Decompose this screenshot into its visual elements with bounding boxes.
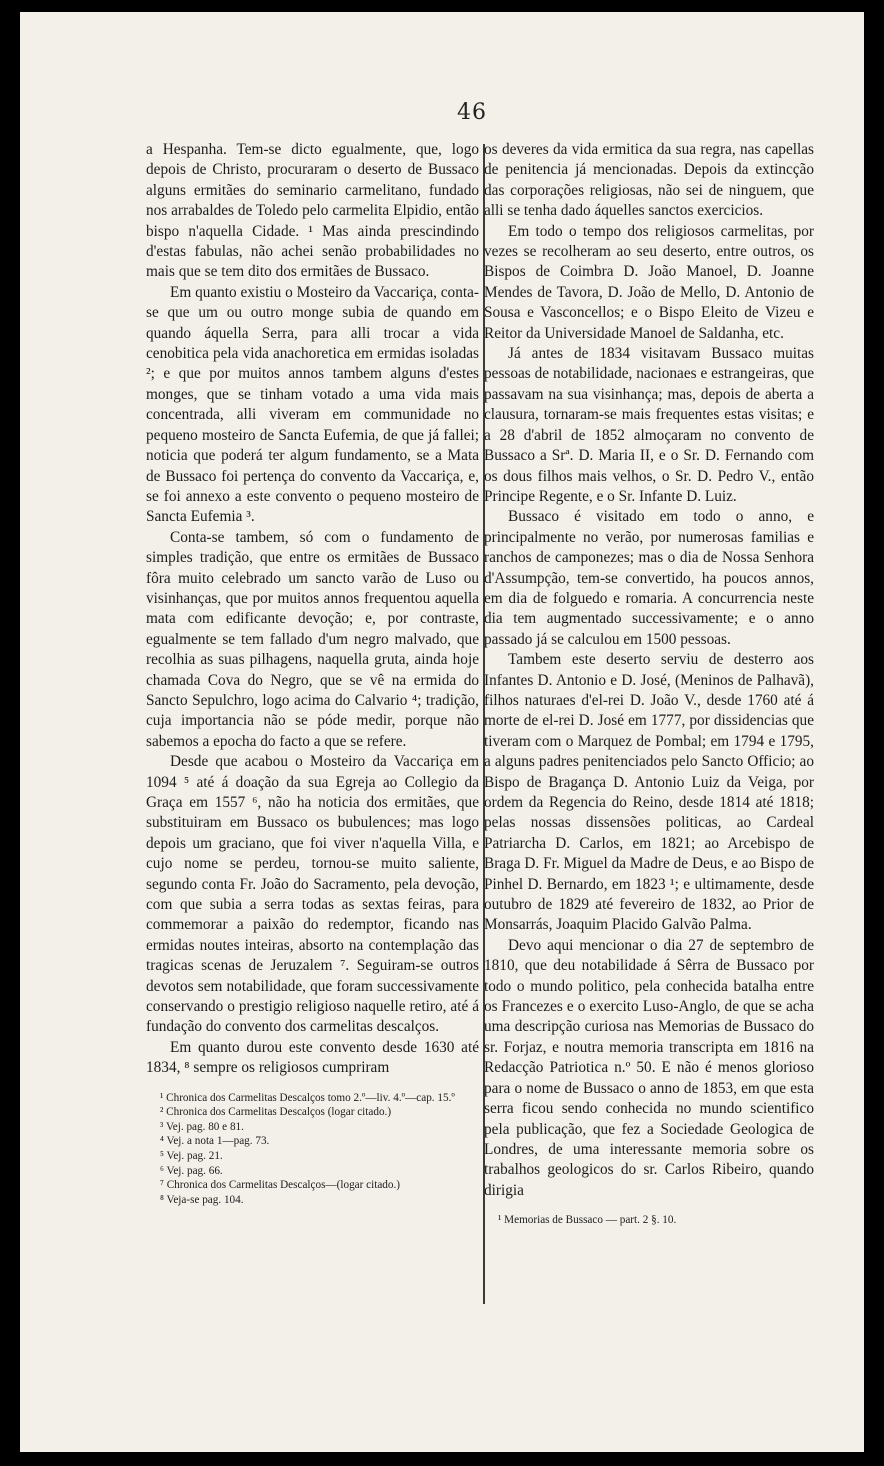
paragraph: Conta-se tambem, só com o fundamento de simples tradição, que entre os ermitães de Bussaco fôra muito celebrado um sancto varão de Luso ou visinhanças, que por muitos annos frequentou aquella mata com edificante devoção; e, por contraste, egualmente se tem fallado d'um negro malvado, que recolhia as suas pilhagens, naquella gruta, ainda hoje chamada Cova do Negro, que se vê na ermida do Sancto Sepulchro, logo acima do Calvario ⁴; tradição, cuja importancia não se póde medir, porque não sabemos a epocha do facto a que se refere. xyxy=(146,528,479,750)
footnote: ⁴ Vej. a nota 1—pag. 73. xyxy=(160,1135,270,1148)
footnote: ¹ Chronica dos Carmelitas Descalços tomo 2.º—liv. 4.º—cap. 15.º xyxy=(160,1091,455,1104)
footnote: ⁵ Vej. pag. 21. xyxy=(160,1150,223,1163)
paragraph: Em quanto durou este convento desde 1630 até 1834, ⁸ sempre os religiosos cumpriram xyxy=(146,1038,479,1077)
footnotes xyxy=(146,1091,479,1208)
paragraph: os deveres da vida ermitica da sua regra, nas capellas de penitencia já mencionadas. Depois da extincção das corporações religiosas, não sei de ninguem, que alli se tenha dado áquelles sanctos exercicios. xyxy=(484,141,814,220)
paragraph: Em quanto existiu o Mosteiro da Vaccariça, conta-se que um ou outro monge subia de quando em quando áquella Serra, para alli trocar a vida cenobitica pela vida anachoretica em ermidas isoladas ²; e que por muitos annos tambem alguns d'estes monges, que se tinham votado a uma vida mais concentrada, alli viveram em communidade no pequeno mosteiro de Sancta Eufemia, de que já fallei; noticia que poderá ter algum fundamento, se a Mata de Bussaco foi pertença do convento da Vaccariça, e, se foi annexo a este convento o pequeno mosteiro de Sancta Eufemia ³. xyxy=(146,283,479,526)
page-number: 46 xyxy=(457,100,487,125)
right-column xyxy=(484,140,814,1228)
paragraph: Bussaco é visitado em todo o anno, e principalmente no verão, por numerosas familias e ranchos de camponezes; mas o dia de Nossa Senhora d'Assumpção, tem-se convertido, ha poucos annos, em dia de folguedo e romaria. A concurrencia neste dia tem augmentado successivamente; e o anno passado já se calculou em 1500 pessoas. xyxy=(484,508,814,648)
paragraph: Devo aqui mencionar o dia 27 de septembro de 1810, que deu notabilidade á Sêrra de Bussaco por todo o mundo politico, pela conhecida batalha entre os Francezes e o exercito Luso-Anglo, de que se acha uma descripção curiosa nas Memorias de Bussaco do sr. Forjaz, e noutra memoria transcripta em 1816 na Redacção Patriotica n.º 50. E não é menos glorioso para o nome de Bussaco o anno de 1853, em que esta serra ficou sendo conhecida no mundo scientifico pela publicação, que fez a Sociedade Geologica de Londres, de uma interessante memoria sobre os trabalhos geologicos do sr. Carlos Ribeiro, quando dirigia xyxy=(484,936,814,1199)
footnote: ³ Vej. pag. 80 e 81. xyxy=(160,1120,244,1133)
footnotes xyxy=(484,1213,814,1228)
paragraph: Desde que acabou o Mosteiro da Vaccariça em 1094 ⁵ até á doação da sua Egreja ao Collegio da Graça em 1557 ⁶, não ha noticia dos ermitães, que substituiram em Bussaco os bubulences; mas logo depois um graciano, que foi viver n'aquella Villa, e cujo nome se perdeu, tornou-se muito saliente, segundo conta Fr. João do Sacramento, pela devoção, com que subia a serra todas as sextas feiras, para commemorar a paixão do redemptor, ficando nas ermidas noutes inteiras, absorto na contemplação das tragicas scenas de Jeruzalem ⁷. Seguiram-se outros devotos sem notabilidade, que foram successivamente conservando o prestigio religioso naquelle retiro, até á fundação do convento dos carmelitas descalços. xyxy=(146,753,479,1036)
paragraph: Tambem este deserto serviu de desterro aos Infantes D. Antonio e D. José, (Meninos de Palhavã), filhos naturaes d'el-rei D. João V., desde 1760 até á morte de el-rei D. José em 1777, por dissidencias que tiveram com o Marquez de Pombal; em 1794 e 1795, a alguns padres penitenciados pelo Sancto Officio; ao Bispo de Bragança D. Antonio Luiz da Veiga, por ordem da Regencia do Reino, desde 1814 até 1818; pelas nossas dissensões politicas, ao Cardeal Patriarcha D. Carlos, em 1821; ao Arcebispo de Braga D. Fr. Miguel da Madre de Deus, e ao Bispo de Pinhel D. Bernardo, em 1823 ¹; e ultimamente, desde outubro de 1829 até fevereiro de 1832, ao Prior de Monsarrás, Joaquim Placido Galvão Palma. xyxy=(484,651,814,934)
left-column xyxy=(146,140,479,1207)
paragraph: Já antes de 1834 visitavam Bussaco muitas pessoas de notabilidade, nacionaes e estrangeiras, que passavam na sua visinhança; mas, depois de aberta a clausura, tornaram-se mais frequentes estas visitas; e a 28 d'abril de 1852 almoçaram no convento de Bussaco a Srª. D. Maria II, e o Sr. D. Fernando com os dous filhos mais velhos, o Sr. D. Pedro V., então Principe Regente, e o Sr. Infante D. Luiz. xyxy=(484,345,814,505)
footnote: ⁸ Veja-se pag. 104. xyxy=(160,1193,244,1206)
footnote: ¹ Memorias de Bussaco — part. 2 §. 10. xyxy=(498,1214,677,1227)
footnote: ² Chronica dos Carmelitas Descalços (logar citado.) xyxy=(160,1106,392,1119)
footnote: ⁶ Vej. pag. 66. xyxy=(160,1164,223,1177)
footnote: ⁷ Chronica dos Carmelitas Descalços—(logar citado.) xyxy=(160,1179,401,1192)
paragraph: Em todo o tempo dos religiosos carmelitas, por vezes se recolheram ao seu deserto, entre outros, os Bispos de Coimbra D. João Manoel, D. Joanne Mendes de Tavora, D. João de Mello, D. Antonio de Sousa e Vasconcellos; e o Bispo Eleito de Vizeu e Reitor da Universidade Manoel de Saldanha, etc. xyxy=(484,222,814,342)
paragraph: a Hespanha. Tem-se dicto egualmente, que, logo depois de Christo, procuraram o deserto de Bussaco alguns ermitães do seminario carmelitano, fundado nos arrabaldes de Toledo pelo carmelita Elpidio, então bispo n'aquella Cidade. ¹ Mas ainda prescindindo d'estas fabulas, não achei senão probabilidades no mais que se tem dito dos ermitães de Bussaco. xyxy=(146,141,479,281)
book-page xyxy=(20,12,864,1452)
